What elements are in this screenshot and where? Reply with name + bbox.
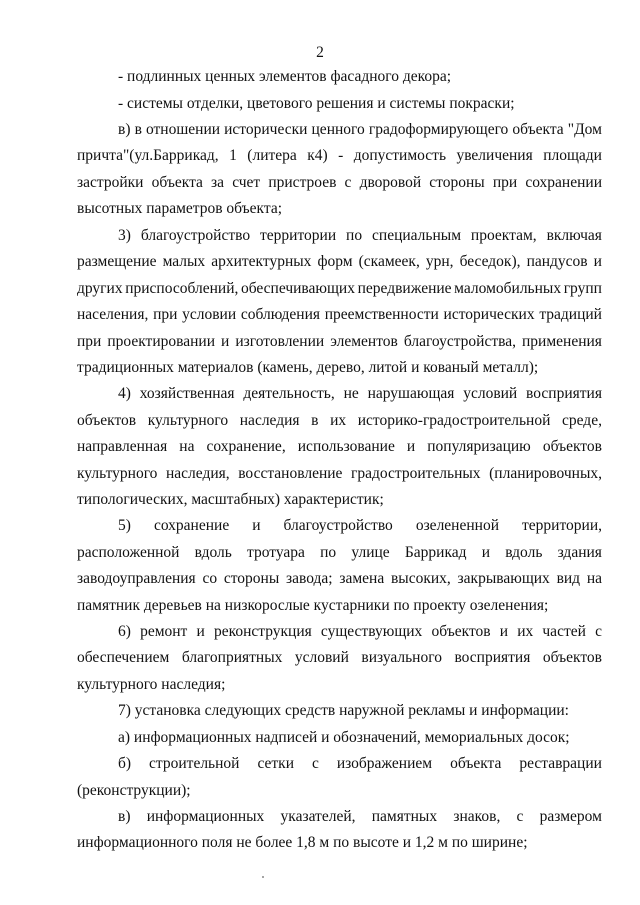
scan-speck [262,876,264,878]
word: популяризацию [427,438,531,455]
word: соблюдения [240,306,321,323]
text-line [77,412,602,430]
word: (планировочных, [489,465,602,482]
word: и [221,333,230,350]
word: беседок), [459,253,521,270]
page-number: 2 [316,44,324,61]
word: передвижение [357,280,452,297]
word: объектов [542,438,602,455]
word: культурного [147,412,229,429]
word: нарушающая [367,385,455,402]
word: тротуара [247,544,305,561]
word: на [179,438,195,455]
word: с [595,623,602,640]
word: в) [118,121,131,138]
word: 5) [118,517,131,534]
word: - [338,147,344,164]
word: не [343,385,359,402]
word: восстановление [238,465,343,482]
word: объекта [151,174,203,191]
word: благоприятных [181,649,283,666]
word: 4) [118,385,131,402]
word: 1 [229,147,237,164]
text-line: - системы отделки, цветового решения и системы покраски; [118,95,515,112]
text-line: культурного наследия; [77,676,226,693]
word: исторических [443,306,535,323]
text-line [118,385,602,403]
word: стороны [429,174,485,191]
word: групп [563,280,602,297]
text-line: 7) установка следующих средств наружной рекламы и информации: [118,702,569,719]
word: улице [351,544,390,561]
word: применения [522,333,602,350]
word: с [516,808,524,825]
text-line [77,544,602,562]
word: территории, [522,517,602,534]
word: к4) [307,147,328,164]
word: направленная [77,438,168,455]
word: обеспечением [77,649,170,666]
word: памятных [371,808,438,825]
word: и [499,623,509,640]
word: и [252,517,261,534]
word: дворовой [359,174,422,191]
word: счет [232,174,261,191]
word: ремонт [140,623,188,640]
word: отношении [145,121,221,138]
word: обеспечивающих [240,280,355,297]
word: условии [182,306,237,323]
text-line [77,570,602,588]
text-line [118,121,602,139]
word: площади [543,147,602,164]
text-line: памятник деревьев на низкорослые кустарники по проекту озеленения; [77,597,549,614]
word: благоустройство [283,517,393,534]
word: допустимость [353,147,447,164]
word: архитектурных [211,253,312,270]
word: указателей, [280,808,356,825]
word: б) [118,755,132,772]
word: информационных [146,808,265,825]
word: населения, [77,306,149,323]
word: историко-градостроительной [357,412,551,429]
word: маломобильных [454,280,562,297]
text-line [77,174,602,192]
word: благоустройства, [403,333,516,350]
text-line: высотных параметров объекта; [77,200,283,217]
text-line [77,253,602,271]
word: изображением [336,755,433,772]
word: специальным [372,227,461,244]
text-line: - подлинных ценных элементов фасадного декора; [118,68,452,85]
word: с [344,174,352,191]
word: объектов [77,412,137,429]
word: наследия, [166,465,230,482]
word: замена [339,570,385,587]
word: в) [118,808,131,825]
word: градостроительных [350,465,481,482]
word: хозяйственная [139,385,235,402]
word: размещение [77,253,157,270]
word: пандусов [526,253,588,270]
word: традиций [539,306,602,323]
word: исторически [224,121,308,138]
text-line [77,438,602,456]
word: увеличения [456,147,533,164]
word: изготовлении [235,333,325,350]
word: реконструкция [213,623,312,640]
word: проектам, [470,227,537,244]
word: наследия [239,412,300,429]
word: пристроев [268,174,337,191]
word: озелененной [415,517,499,534]
word: вдоль [505,544,543,561]
word: по [320,544,337,561]
word: при [492,174,518,191]
word: строительной [149,755,240,772]
word: и [593,253,602,270]
word: их [517,623,534,640]
word: за [211,174,225,191]
word: причта"(ул.Баррикад, [77,147,219,164]
word: и [196,623,205,640]
word: расположенной [77,544,180,561]
word: объектов [431,623,491,640]
word: (скамеек, [358,253,420,270]
word: объектов [542,649,602,666]
word: условий [294,649,349,666]
word: реставрации [519,755,602,772]
word: "Дом [567,121,602,138]
word: включая [546,227,602,244]
word: восприятия [454,649,531,666]
text-line: (реконструкции); [77,782,191,799]
word: приспособлений, [125,280,239,297]
word: условий [463,385,518,402]
word: урн, [425,253,454,270]
word: при [77,333,102,350]
word: вдоль [194,544,232,561]
word: объекта [512,121,564,138]
text-line [118,755,602,773]
text-line [77,465,602,483]
word: размером [539,808,602,825]
word: ценного [311,121,365,138]
text-line: информационного поля не более 1,8 м по высоте и 1,2 м по ширине; [77,834,528,851]
word: 3) [118,227,131,244]
text-line [77,306,602,324]
word: культурного [77,465,158,482]
word: застройки [77,174,144,191]
text-line [77,649,602,667]
word: проектировании [107,333,215,350]
text-line [77,147,602,165]
word: при [153,306,178,323]
text-line: типологических, масштабных) характеристик; [77,491,384,508]
word: их [330,412,347,429]
text-line [118,623,602,641]
word: 6) [118,623,131,640]
word: среде, [562,412,602,429]
word: закрывающих [457,570,550,587]
text-line [118,517,602,535]
word: элементов [330,333,398,350]
word: сохранение, [206,438,286,455]
word: (литера [247,147,297,164]
text-line: а) информационных надписей и обозначений, мемориальных досок; [118,729,570,746]
word: завода; [286,570,333,587]
word: с [311,755,319,772]
word: объекта [450,755,502,772]
word: визуального [361,649,442,666]
word: по [346,227,363,244]
word: деятельность, [243,385,335,402]
word: в [311,412,319,429]
word: сохранении [525,174,602,191]
word: Баррикад [404,544,467,561]
word: сетки [257,755,294,772]
word: преемственности [324,306,439,323]
text-line [118,808,602,826]
text-line: традиционных материалов (камень, дерево, литой и кованый металл); [77,359,539,376]
word: форм [317,253,353,270]
word: использование [297,438,395,455]
word: благоустройство [140,227,251,244]
word: градоформирующего [368,121,509,138]
text-line [77,333,602,351]
word: частей [542,623,586,640]
text-line [118,227,602,245]
word: со [202,570,218,587]
word: восприятия [526,385,602,402]
word: заводоуправления [77,570,196,587]
word: в [134,121,142,138]
word: высоких, [390,570,451,587]
word: территории [260,227,337,244]
word: и [406,438,416,455]
word: здания [557,544,602,561]
word: других [77,280,123,297]
word: малых [162,253,206,270]
word: вид [556,570,581,587]
word: существующих [320,623,423,640]
word: знаков, [453,808,501,825]
word: сохранение [153,517,230,534]
word: на [586,570,602,587]
word: стороны [223,570,280,587]
text-line [77,280,602,298]
word: и [481,544,491,561]
